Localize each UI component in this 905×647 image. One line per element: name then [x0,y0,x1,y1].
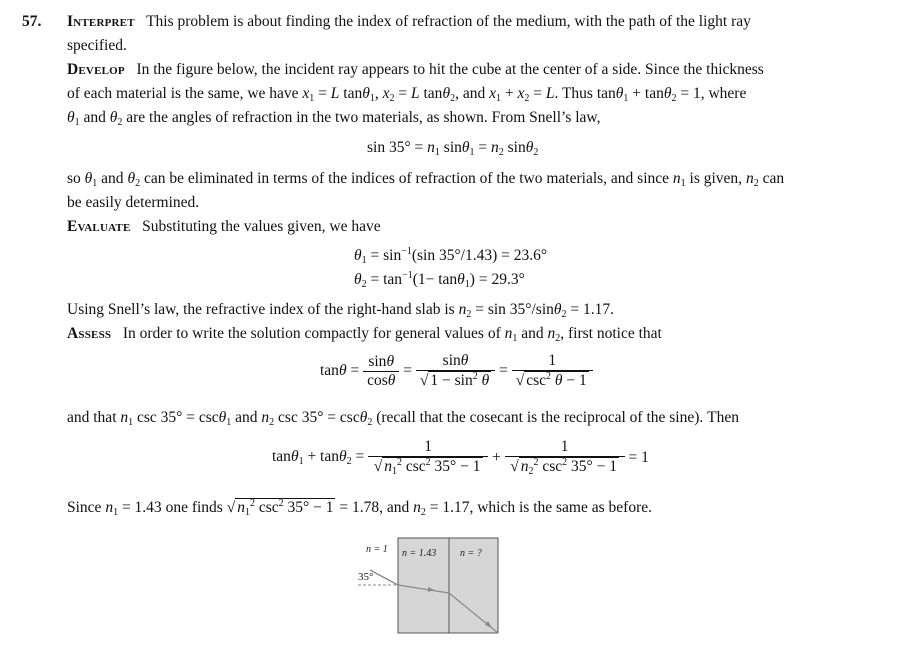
problem-number: 57. [22,13,42,30]
theta1-result: 23.6° [513,247,548,264]
develop-text-3: are the angles of refraction in the two materials, as shown. From Snell’s law, [126,109,601,126]
snell-result-line: Using Snell’s law, the refractive index of the right-hand slab is $n_2 = \sin 35^\circ/\sin\theta_2 = 1.17$. [67,301,615,320]
and-word: and [235,409,258,426]
label-right-slab: n = ? [460,548,482,559]
refraction-figure [350,535,510,640]
develop-text-2a: of each material is the same, we have [67,85,299,102]
develop-text-4d: is given, [689,170,743,187]
and-n2-text: and [386,499,410,516]
csc-relation-line: and that $n_1$ csc 35° = cscθ$_1$ and $n_2$ csc 35° = cscθ$_2$ (recall that the cosecant is the reciprocal of the sine). Then [67,409,739,428]
develop-text-2c: Thus [561,85,593,102]
develop-label: Develop [67,61,125,78]
evaluate-line [67,218,381,236]
assess-line: Assess In order to write the solution compactly for general values of $n_1$ and $n_2$, first notice that [67,325,662,344]
develop-text-4e: can [762,170,785,187]
tan-sum-equation: tanθ$_1$ + tanθ$_2$ = $\frac{1}{√ n_1^2 \csc^2 35^\circ - 1}$ + $\frac{1}{√ n_2^2 \csc^2 35^\circ - 1}$ = 1 [272,438,649,477]
assess-text-and: and [521,325,544,342]
since-text: Since [67,499,102,516]
theta2-equation: $\theta_2 = \tan^{-1}(1- \tan\theta_1) = 29.3^\circ$ [354,270,525,290]
assess-label: Assess [67,325,112,342]
snell-equation: $\sin 35^\circ = n_1$ $\sin\theta_1 = n_2$ sinθ$_2$ [367,139,539,158]
develop-line-3: $\theta_1$ and $\theta_2$ are the angles of refraction in the two materials, as shown. From Snell’s law, [67,109,601,128]
and-that-text: and that [67,409,117,426]
value-117: 1.17, [442,499,474,516]
develop-text-3and: and [83,109,106,126]
develop-text-4c: can be eliminated in terms of the indices of refraction of the two materials, and since [143,170,670,187]
develop-text-2b: and [462,85,486,102]
same-text: which is the same as before. [477,499,652,516]
tan-identity-equation: tanθ = $\frac{\sin\theta}{\cos\theta}$ = $\frac{\sin\theta}{√ 1 - \sin^2 \theta}$ = $\frac{1}{√ \csc^2 \theta - 1}$ [320,352,593,390]
theta2-result: 29.3° [491,271,525,288]
label-left-slab: n = 1.43 [402,548,437,559]
final-line: Since $n_1 = 1.43$ one finds √ $n_1^2$ $\csc^2 35^\circ - 1 = 1.78$, and $n_2 = 1.17$, which is the same as before. [67,498,652,518]
n2-result: 1.17. [583,301,615,318]
develop-text-2d: where [708,85,747,102]
develop-text-5: be easily determined. [67,194,200,211]
interpret-text-1: This problem is about finding the index of refraction of the medium, with the path of the light ray [146,13,751,30]
snell-text: Using Snell’s law, the refractive index of the right-hand slab is [67,301,455,318]
label-n1: n = 1 [366,544,388,555]
value-178: 1.78, [351,499,383,516]
interpret-label: Interpret [67,13,135,30]
develop-text-4b: and [101,170,124,187]
evaluate-text: Substituting the values given, we have [142,218,381,235]
theta1-equation: $\theta_1 = \sin^{-1}(\sin$ 35°/1.43) = 23.6° [354,246,548,266]
assess-text: In order to write the solution compactly for general values of [122,325,501,342]
incident-ray [370,570,398,585]
interpret-text-2: specified. [67,37,127,54]
assess-text-end: first notice that [568,325,662,342]
evaluate-label: Evaluate [67,218,131,235]
develop-line-2: of each material is the same, we have $x_1 = L$ tanθ$_1$, $x_2 = L$ tanθ$_2$, and $x_1 + x_2 = L$. Thus tanθ$_1$ + tanθ$_2$ = 1, where [67,85,747,104]
label-angle: 35° [358,571,374,583]
interpret-paragraph [67,13,751,31]
develop-line-4: so $\theta_1$ and $\theta_2$ can be eliminated in terms of the indices of refraction of the two materials, and since $n_1$ is given, $n_2$ can [67,170,785,189]
develop-text-1: In the figure below, the incident ray appears to hit the cube at the center of a side. Since the thickness [136,61,764,78]
recall-text: (recall that the cosecant is the reciprocal of the sine). Then [376,409,739,426]
one-finds-text: one finds [165,499,223,516]
develop-text-4: so [67,170,81,187]
develop-line-1 [67,61,764,79]
